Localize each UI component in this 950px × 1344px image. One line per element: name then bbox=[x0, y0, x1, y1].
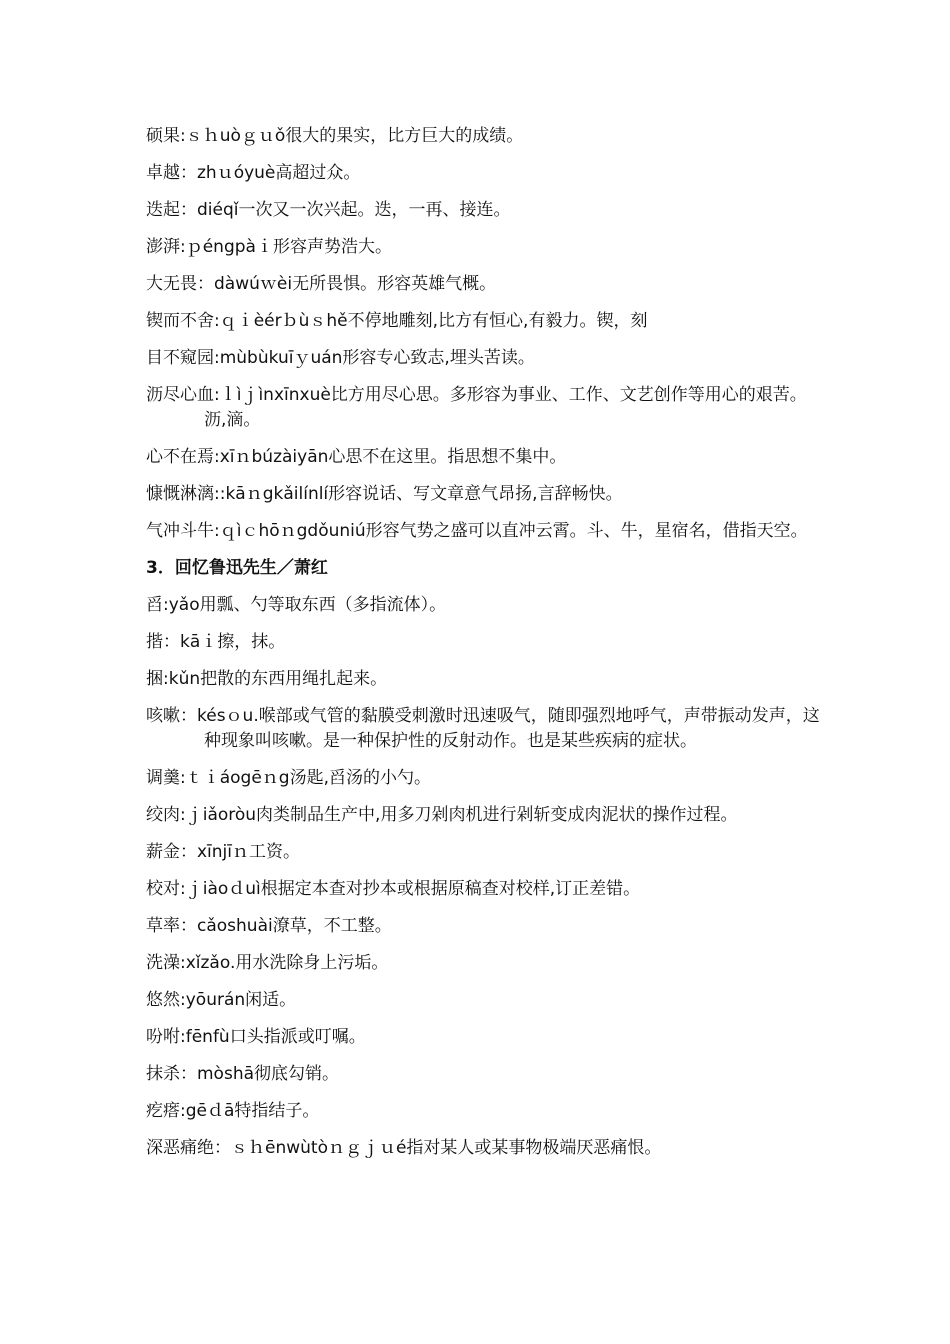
vocab-entry-jiaorou: 绞肉:ｊiǎoròu肉类制品生产中,用多刀剁肉机进行剁斩变成肉泥状的操作过程。 bbox=[146, 805, 738, 825]
vocab-entry-dawuwei: 大无畏：dàwúｗèi无所畏惧。形容英雄气概。 bbox=[146, 274, 497, 294]
vocab-entry-xinbuzaiyan: 心不在焉:xīｎbúzàiyān心思不在这里。指思想不集中。 bbox=[146, 447, 567, 467]
vocab-entry-kangkailinli: 慷慨淋漓::kāｎgkǎilínlí形容说话、写文章意气昂扬,言辞畅快。 bbox=[146, 484, 623, 504]
vocab-entry-jiaodui: 校对:ｊiàoｄuì根据定本查对抄本或根据原稿查对校样,订正差错。 bbox=[146, 879, 641, 899]
vocab-entry-qieerbushe: 锲而不舍:ｑｉèérｂùｓhě不停地雕刻,比方有恒心,有毅力。锲，刻 bbox=[146, 311, 648, 331]
vocab-entry-zhuoyue: 卓越：zhｕóyuè高超过众。 bbox=[146, 163, 361, 183]
vocab-entry-lijinxinxue: 沥尽心血:ｌìｊìnxīnxuè比方用尽心思。多形容为事业、工作、文艺创作等用心的艰苦。沥,滴。 bbox=[146, 385, 807, 430]
vocab-entry-fenfu: 吩咐:fēnfù口头指派或叮嘱。 bbox=[146, 1027, 366, 1047]
vocab-entry-yao: 舀:yǎo用瓢、勺等取东西（多指流体）。 bbox=[146, 595, 447, 615]
vocab-entry-kesou: 咳嗽：késｏu.喉部或气管的黏膜受刺激时迅速吸气，随即强烈地呼气，声带振动发声，这种现象叫咳嗽。是一种保护性的反射动作。也是某些疾病的症状。 bbox=[146, 706, 820, 751]
vocab-entry-mosha: 抹杀：mòshā彻底勾销。 bbox=[146, 1064, 340, 1084]
vocab-entry-pengpai: 澎湃:ｐéngpàｉ形容声势浩大。 bbox=[146, 237, 392, 257]
vocab-entry-shenwutongjue: 深恶痛绝：ｓｈēnwùtòｎｇｊｕé指对某人或某事物极端厌恶痛恨。 bbox=[146, 1138, 662, 1158]
vocab-entry-youran: 悠然:yōurán闲适。 bbox=[146, 990, 297, 1010]
vocab-entry-shuoguo: 硕果:ｓｈuòｇｕǒ很大的果实，比方巨大的成绩。 bbox=[146, 126, 524, 146]
vocab-entry-dieqi: 迭起：diéqǐ一次又一次兴起。迭，一再、接连。 bbox=[146, 200, 511, 220]
vocab-entry-xinjin: 薪金：xīnjīｎ工资。 bbox=[146, 842, 301, 862]
vocab-entry-kai: 揩：kāｉ擦，抹。 bbox=[146, 632, 286, 652]
vocab-entry-xizao: 洗澡:xǐzǎo.用水洗除身上污垢。 bbox=[146, 953, 389, 973]
vocab-entry-qichongdouniu: 气冲斗牛:ｑìｃhōｎgdǒuniú形容气势之盛可以直冲云霄。斗、牛，星宿名，借指天空。 bbox=[146, 521, 808, 541]
vocab-entry-tiaogeng: 调羹:ｔｉáogēｎg汤匙,舀汤的小勺。 bbox=[146, 768, 431, 788]
vocab-entry-caoshuai: 草率：cǎoshuài潦草，不工整。 bbox=[146, 916, 392, 936]
vocab-entry-kun: 捆:kǔn把散的东西用绳扎起来。 bbox=[146, 669, 388, 689]
document-page bbox=[146, 124, 826, 1173]
vocab-entry-geda: 疙瘩:gēｄā特指结子。 bbox=[146, 1101, 320, 1121]
vocab-entry-mubukuiyuan: 目不窥园:mùbùkuīｙuán形容专心致志,埋头苦读。 bbox=[146, 348, 535, 368]
section-heading: 3．回忆鲁迅先生／萧红 bbox=[146, 558, 328, 578]
